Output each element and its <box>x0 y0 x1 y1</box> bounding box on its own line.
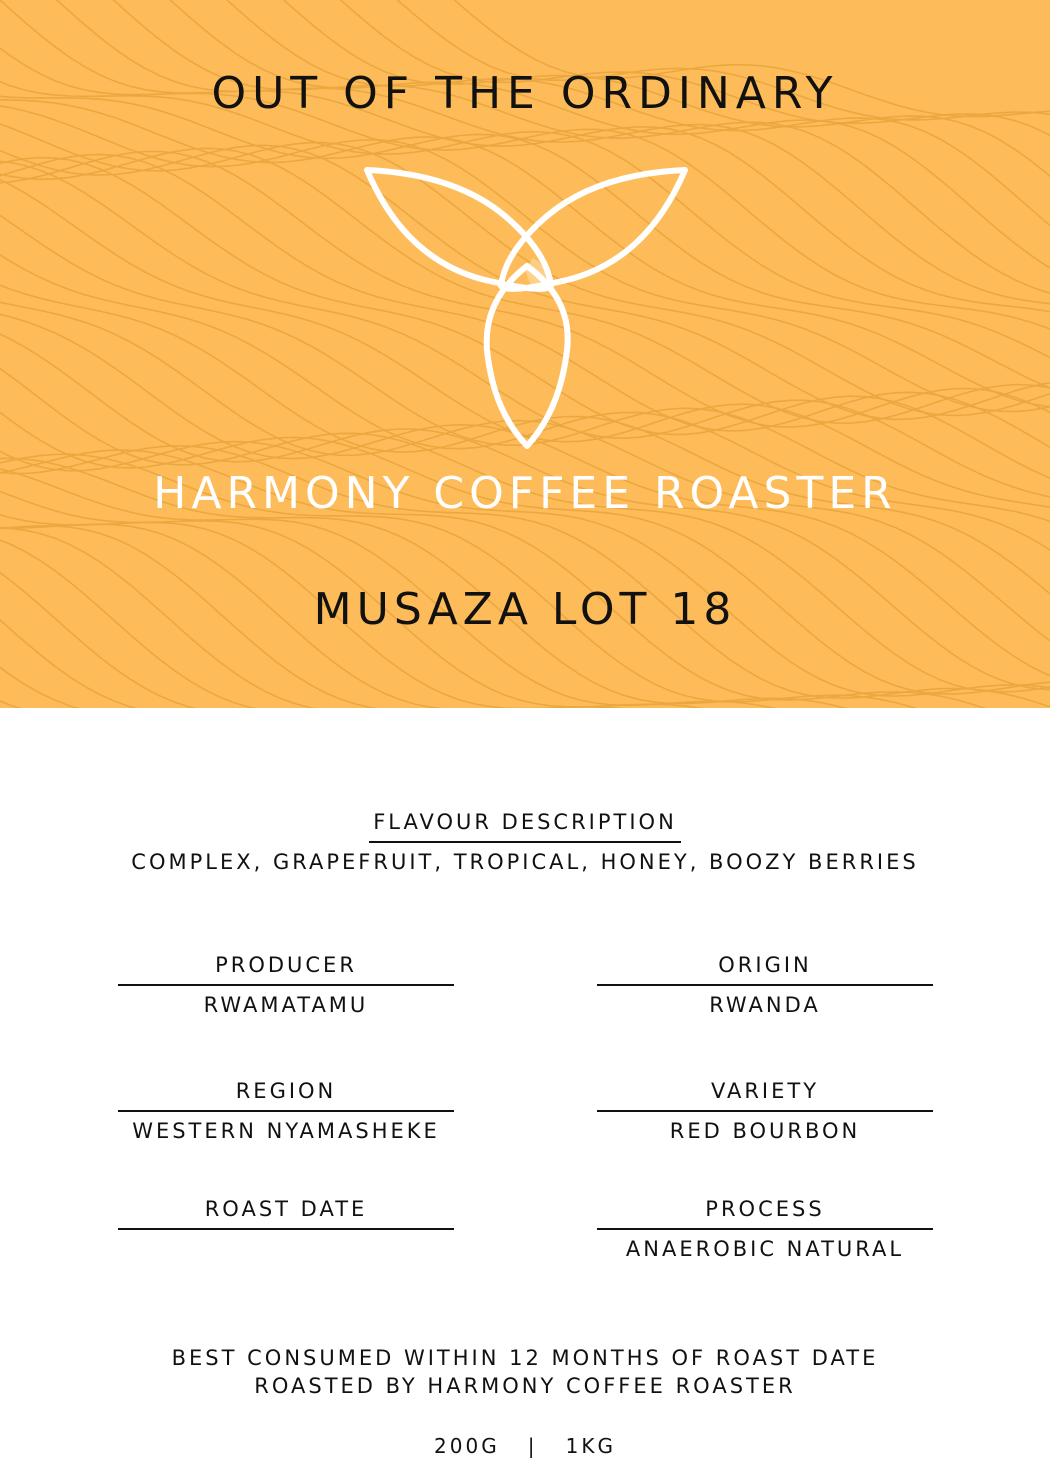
variety-value: RED BOURBON <box>669 1119 861 1143</box>
process-value: ANAEROBIC NATURAL <box>625 1237 905 1261</box>
best-before-note: BEST CONSUMED WITHIN 12 MONTHS OF ROAST DATE <box>171 1346 879 1370</box>
tagline: OUT OF THE ORDINARY <box>211 68 839 119</box>
flavour-label: FLAVOUR DESCRIPTION <box>369 812 681 843</box>
process-field <box>597 1199 933 1260</box>
product-name: MUSAZA LOT 18 <box>313 584 737 635</box>
roast-date-label: ROAST DATE <box>118 1199 454 1230</box>
region-value: WESTERN NYAMASHEKE <box>132 1119 440 1143</box>
producer-field <box>118 955 454 1016</box>
region-label: REGION <box>118 1081 454 1112</box>
brand-name: HARMONY COFFEE ROASTER <box>153 468 897 519</box>
producer-label: PRODUCER <box>118 955 454 986</box>
flavour-heading <box>0 812 1050 843</box>
process-label: PROCESS <box>597 1199 933 1230</box>
three-petal-leaf-icon <box>355 160 695 450</box>
package-sizes: 200G | 1KG <box>434 1434 616 1458</box>
roast-date-field <box>118 1199 454 1239</box>
contour-line <box>0 652 1050 708</box>
roaster-note: ROASTED BY HARMONY COFFEE ROASTER <box>254 1374 796 1398</box>
origin-value: RWANDA <box>709 993 821 1017</box>
producer-value: RWAMATAMU <box>203 993 369 1017</box>
label-hero <box>0 0 1050 708</box>
region-field <box>118 1081 454 1142</box>
variety-field <box>597 1081 933 1142</box>
origin-label: ORIGIN <box>597 955 933 986</box>
origin-field <box>597 955 933 1016</box>
flavour-notes: COMPLEX, GRAPEFRUIT, TROPICAL, HONEY, BOOZY BERRIES <box>131 850 919 874</box>
variety-label: VARIETY <box>597 1081 933 1112</box>
